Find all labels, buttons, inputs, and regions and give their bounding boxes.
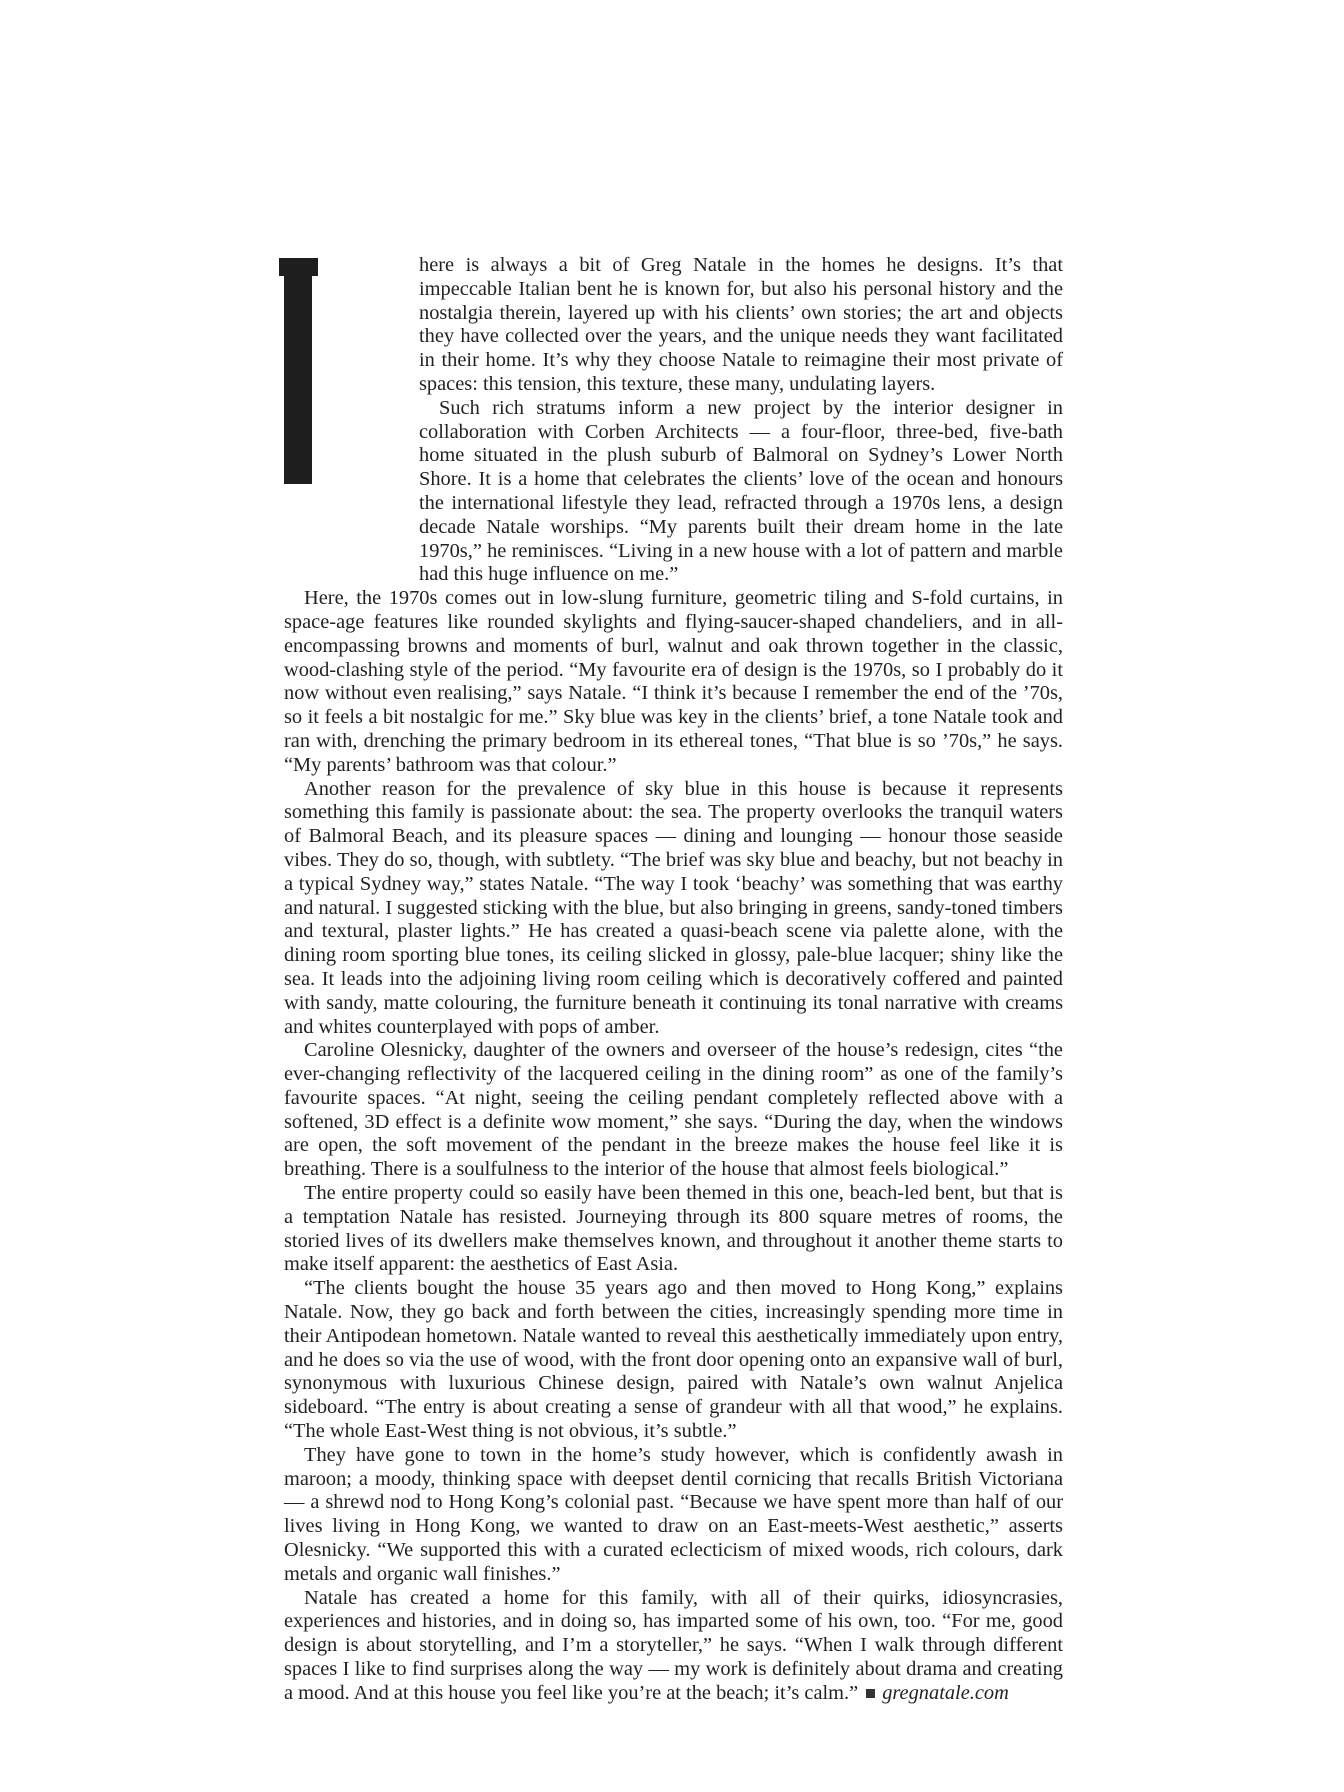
paragraph-9 [284, 1587, 1063, 1706]
paragraph-1: here is always a bit of Greg Natale in the homes he designs. It’s that impeccable Italian bent he is known for, but also his personal history and the nostalgia therein, layered up with his clients’ own stories; the art and objects they have collected over the years, and the unique needs they want facilitated in their home. It’s why they choose Natale to reimagine their most private of spaces: this tension, this texture, these many, undulating layers. [419, 254, 1063, 395]
dropcap-letter [284, 258, 285, 259]
paragraph-8: They have gone to town in the home’s study however, which is confidently awash in maroon; a moody, thinking space with deepset dentil cornicing that recalls British Victoriana — a shrewd nod to Hong Kong’s colonial past. “Because we have spent more than half of our lives living in Hong Kong, we wanted to draw on an East-meets-West aesthetic,” asserts Olesnicky. “We supported this with a curated eclecticism of mixed woods, rich colours, dark metals and organic wall finishes.” [284, 1443, 1063, 1585]
website-credit: gregnatale.com [882, 1681, 1009, 1704]
article-body [284, 254, 1063, 1706]
paragraph-3: Here, the 1970s comes out in low-slung furniture, geometric tiling and S-fold curtains, in space-age features like rounded skylights and flying-saucer-shaped chandeliers, and in all-encompassing browns and moments of burl, walnut and oak thrown together in the classic, wood-clashing style of the period. “My favourite era of design is the 1970s, so I probably do it now without even realising,” says Natale. “I think it’s because I remember the end of the ’70s, so it feels a bit nostalgic for me.” Sky blue was key in the clients’ brief, a tone Natale took and ran with, drenching the primary bedroom in its ethereal tones, “That blue is so ’70s,” he says. “My parents’ bathroom was that colour.” [284, 587, 1063, 776]
paragraph-5: Caroline Olesnicky, daughter of the owners and overseer of the house’s redesign, cites “the ever-changing reflectivity of the lacquered ceiling in the dining room” as one of the family’s favourite spaces. “At night, seeing the ceiling pendant completely reflected above with a softened, 3D effect is a definite wow moment,” she says. “During the day, when the windows are open, the soft movement of the pendant in the breeze makes the house feel like it is breathing. There is a soulfulness to the interior of the house that almost feels biological.” [284, 1039, 1063, 1181]
end-mark-icon [866, 1689, 875, 1698]
paragraph-6: The entire property could so easily have been themed in this one, beach-led bent, but that is a temptation Natale has resisted. Journeying through its 800 square metres of rooms, the storied lives of its dwellers make themselves known, and throughout it another theme starts to make itself apparent: the aesthetics of East Asia. [284, 1182, 1063, 1276]
paragraph-9-text: Natale has created a home for this family, with all of their quirks, idiosyncrasies, experiences and histories, and in doing so, has imparted some of his own, too. “For me, good design is about storytelling, and I’m a storyteller,” he says. “When I walk through different spaces I like to find surprises along the way — my work is definitely about drama and creating a mood. And at this house you feel like you’re at the beach; it’s calm.” [284, 1586, 1063, 1704]
paragraph-7: “The clients bought the house 35 years ago and then moved to Hong Kong,” explains Natale. Now, they go back and forth between the cities, increasingly spending more time in their Antipodean hometown. Natale wanted to reveal this aesthetically immediately upon entry, and he does so via the use of wood, with the front door opening onto an expansive wall of burl, synonymous with luxurious Chinese design, paired with Natale’s own walnut Anjelica sideboard. “The entry is about creating a sense of grandeur with all that wood,” he explains. “The whole East-West thing is not obvious, it’s subtle.” [284, 1277, 1063, 1443]
article [284, 254, 1063, 1706]
paragraph-4: Another reason for the prevalence of sky blue in this house is because it represents something this family is passionate about: the sea. The property overlooks the tranquil waters of Balmoral Beach, and its pleasure spaces — dining and lounging — honour those seaside vibes. They do so, though, with subtlety. “The brief was sky blue and beachy, but not beachy in a typical Sydney way,” states Natale. “The way I took ‘beachy’ was something that was earthy and natural. I suggested sticking with the blue, but also bringing in greens, sandy-toned timbers and textural, plaster lights.” He has created a quasi-beach scene via palette alone, with the dining room sporting blue tones, its ceiling slicked in glossy, pale-blue lacquer; shiny like the sea. It leads into the adjoining living room ceiling which is decoratively coffered and painted with sandy, matte colouring, the furniture beneath it continuing its tonal narrative with creams and whites counterplayed with pops of amber. [284, 777, 1063, 1038]
lead-column [419, 254, 1063, 587]
paragraph-2: Such rich stratums inform a new project by the interior designer in collaboration with Corben Architects — a four-floor, three-bed, five-bath home situated in the plush suburb of Balmoral on Sydney’s Lower North Shore. It is a home that celebrates the clients’ love of the ocean and honours the international lifestyle they lead, refracted through a 1970s lens, a design decade Natale worships. “My parents built their dream home in the late 1970s,” he reminisces. “Living in a new house with a lot of pattern and marble had this huge influence on me.” [419, 396, 1063, 586]
dropcap [284, 258, 312, 484]
